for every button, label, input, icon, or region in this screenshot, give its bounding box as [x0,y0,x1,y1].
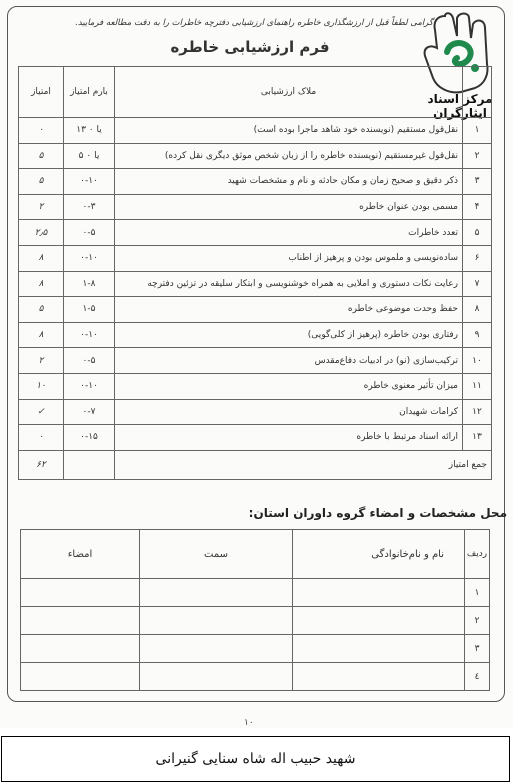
range-cell: ۰-۱۰ [64,245,115,271]
jury-position-cell [140,663,293,691]
score-cell: ۸ [19,245,64,271]
jury-name-cell [293,663,465,691]
range-cell: ۰-۱۰ [64,373,115,399]
jury-name-cell [293,579,465,607]
header-criteria: ملاک ارزشیابی [115,67,463,118]
score-cell: ۵ [19,143,64,169]
table-row [19,297,492,323]
jury-header-num: ردیف [465,530,490,579]
table-row [19,245,492,271]
range-cell: ۰-۷ [64,399,115,425]
table-row [19,348,492,374]
score-cell: ۱۰ [19,373,64,399]
criteria-cell: ساده‌نویسی و ملموس بودن و پرهیز از اطناب [115,245,463,271]
score-cell: ۰ [19,118,64,144]
jury-row [21,607,490,635]
criteria-cell: ارائه اسناد مرتبط با خاطره [115,425,463,451]
total-score: ۶۲ [19,450,64,479]
score-cell: ۲٫۵ [19,220,64,246]
row-number: ۴ [463,194,492,220]
table-row [19,425,492,451]
criteria-cell: رعایت نکات دستوری و املایی به همراه خوشنویسی و ابتکار سلیقه در تزئین دفترچه [115,271,463,297]
caption-box [1,736,510,782]
row-number: ۱۳ [463,425,492,451]
table-row [19,271,492,297]
criteria-cell: نقل‌قول غیرمستقیم (نویسنده خاطره را از زبان شخص موثق دیگری نقل کرده) [115,143,463,169]
criteria-cell: کرامات شهیدان [115,399,463,425]
score-cell: ۸ [19,271,64,297]
table-row [19,220,492,246]
form-title: فرم ارزشیابی خاطره [170,38,330,56]
criteria-cell: رفتاری بودن خاطره (پرهیز از کلی‌گویی) [115,322,463,348]
instruction-text: گرامی لطفاً قبل از ارزشگذاری خاطره راهنمای ارزشیابی دفترچه خاطرات را به دقت مطالعه فرمایید. [75,18,433,28]
jury-position-cell [140,635,293,663]
jury-signature-cell [21,579,140,607]
row-number: ۱۲ [463,399,492,425]
jury-row [21,663,490,691]
criteria-cell: ترکیب‌سازی (نو) در ادبیات دفاع‌مقدس [115,348,463,374]
jury-header-name: نام و نام‌خانوادگی [293,530,465,579]
row-number: ۷ [463,271,492,297]
criteria-cell: مسمی بودن عنوان خاطره [115,194,463,220]
jury-section-title: محل مشخصات و امضاء گروه داوران استان: [248,506,507,520]
range-cell: ۵ یا ۰ [64,143,115,169]
row-number: ۱ [463,118,492,144]
jury-row-number: ۲ [465,607,490,635]
score-cell: ۲ [19,194,64,220]
header-range: بارم امتیاز [64,67,115,118]
total-row [19,450,492,479]
score-cell: ۸ [19,322,64,348]
jury-row [21,635,490,663]
criteria-cell: ذکر دقیق و صحیح زمان و مکان حادثه و نام و مشخصات شهید [115,169,463,195]
row-number: ۳ [463,169,492,195]
table-row [19,322,492,348]
jury-name-cell [293,635,465,663]
jury-row-number: ۳ [465,635,490,663]
total-label: جمع امتیاز [115,450,492,479]
score-cell: ۲ [19,348,64,374]
jury-signature-cell [21,607,140,635]
table-row [19,169,492,195]
jury-header-position: سمت [140,530,293,579]
range-cell: ۰-۳ [64,194,115,220]
score-cell: ✓ [19,399,64,425]
jury-table [20,529,490,691]
table-row [19,143,492,169]
jury-signature-cell [21,663,140,691]
range-cell: ۱۳ یا ۰ [64,118,115,144]
total-range-cell [64,450,115,479]
table-row [19,399,492,425]
table-row [19,373,492,399]
jury-header-signature: امضاء [21,530,140,579]
criteria-cell: حفظ وحدت موضوعی خاطره [115,297,463,323]
score-cell: ۰ [19,425,64,451]
jury-position-cell [140,579,293,607]
score-cell: ۵ [19,297,64,323]
caption-text: شهید حبیب اله شاه سنایی گنیرانی [155,751,356,767]
row-number: ۹ [463,322,492,348]
range-cell: ۰-۱۵ [64,425,115,451]
row-number: ۵ [463,220,492,246]
range-cell: ۰-۵ [64,220,115,246]
range-cell: ۱-۵ [64,297,115,323]
header-score: امتیاز [19,67,64,118]
page-number: ۱۰ [244,718,254,728]
range-cell: ۰-۵ [64,348,115,374]
jury-signature-cell [21,635,140,663]
range-cell: ۰-۱۰ [64,322,115,348]
row-number: ۸ [463,297,492,323]
score-cell: ۵ [19,169,64,195]
criteria-cell: نقل‌قول مستقیم (نویسنده خود شاهد ماجرا بوده است) [115,118,463,144]
jury-row [21,579,490,607]
jury-name-cell [293,607,465,635]
jury-row-number: ۱ [465,579,490,607]
row-number: ۶ [463,245,492,271]
row-number: ۲ [463,143,492,169]
criteria-cell: تعدد خاطرات [115,220,463,246]
range-cell: ۰-۱۰ [64,169,115,195]
header-num [463,67,492,118]
jury-row-number: ٤ [465,663,490,691]
criteria-cell: میزان تأثیر معنوی خاطره [115,373,463,399]
table-row [19,118,492,144]
row-number: ۱۰ [463,348,492,374]
jury-position-cell [140,607,293,635]
evaluation-table [18,66,492,480]
logo-text: مرکز اسناد ایثارگران [427,92,493,120]
row-number: ۱۱ [463,373,492,399]
range-cell: ۱-۸ [64,271,115,297]
table-header-row [19,67,492,118]
table-row [19,194,492,220]
jury-header-row [21,530,490,579]
